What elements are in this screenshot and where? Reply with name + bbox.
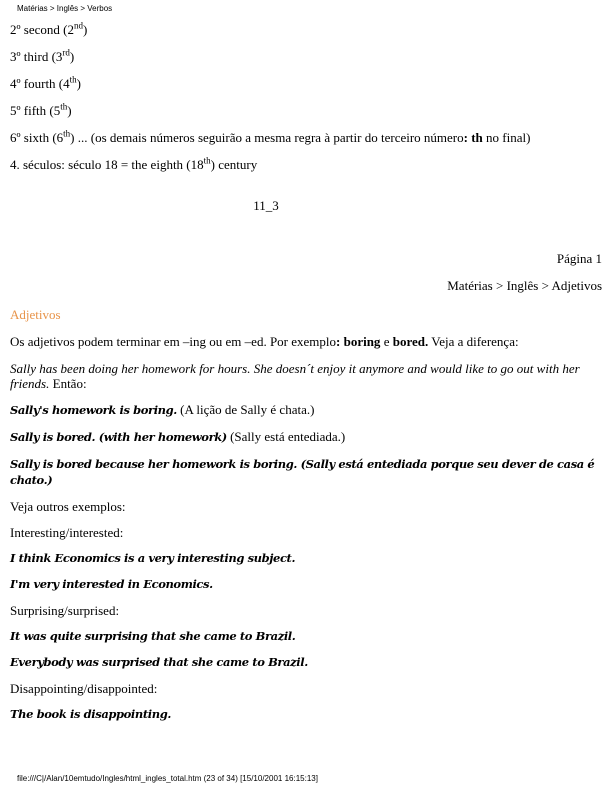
rule-note: no final)	[482, 130, 531, 145]
ordinal-line	[10, 49, 602, 64]
ordinal-text: 6º sixth (6	[10, 130, 64, 145]
centuries-line	[10, 157, 602, 172]
ordinal-text: 2º second (2	[10, 22, 74, 37]
ordinal-superscript: nd	[73, 20, 83, 31]
ordinal-superscript: rd	[62, 47, 70, 58]
example-sentence	[10, 456, 602, 488]
example-sentence	[10, 402, 602, 418]
breadcrumb: Matérias > Inglês > Verbos	[17, 4, 113, 13]
more-examples-label: Veja outros exemplos:	[10, 499, 126, 514]
ordinal-line	[10, 22, 602, 37]
example-script-text: Sally's homework is boring.	[10, 403, 177, 417]
intro-bold: bored.	[392, 334, 429, 349]
document-body	[10, 22, 602, 733]
centuries-superscript: th	[203, 155, 211, 166]
intro-bold: : boring	[336, 334, 381, 349]
centuries-text: ) century	[210, 157, 258, 172]
ordinal-line	[10, 76, 602, 91]
ordinal-text: )	[67, 103, 72, 118]
section-code: 11_3	[253, 198, 279, 213]
example-script-text: Sally is bored. (with her homework)	[10, 430, 227, 444]
centuries-text: 4. séculos: século 18 = the eighth (18	[10, 157, 204, 172]
example-sentence: I think Economics is a very interesting subject.	[10, 551, 296, 565]
ordinal-superscript: th	[69, 74, 77, 85]
example-translation: (A lição de Sally é chata.)	[176, 402, 315, 417]
ordinal-text: )	[82, 22, 88, 37]
section-heading: Adjetivos	[10, 307, 61, 322]
rule-note: ) ... (os demais números seguirão a mesma regra à partir do terceiro número	[70, 130, 464, 145]
ordinal-line	[10, 103, 602, 118]
print-footer: file:///C|/Alan/10emtudo/Ingles/html_ingles_total.htm (23 of 34) [15/10/2001 16:15:13]	[17, 774, 318, 783]
example-script-text: Sally is bored because her homework is boring. (Sally está entediada porque seu dever de casa é chato.)	[10, 457, 595, 487]
intro-text: Veja a diferença:	[428, 334, 519, 349]
intro-text: Os adjetivos podem terminar em –ing ou em –ed. Por exemplo	[10, 334, 337, 349]
pair-label: Surprising/surprised:	[10, 603, 120, 618]
sixth-ordinal-line	[10, 130, 602, 145]
example-sentence	[10, 429, 602, 445]
pair-label: Disappointing/disappointed:	[10, 681, 158, 696]
example-sentence: The book is disappointing.	[10, 707, 171, 721]
example-sentence: Everybody was surprised that she came to Brazil.	[10, 655, 308, 669]
ordinal-text: 4º fourth (4	[10, 76, 70, 91]
ordinal-text: )	[76, 76, 81, 91]
intro-paragraph	[10, 334, 602, 349]
ordinal-superscript: th	[60, 101, 68, 112]
example-sentence: I'm very interested in Economics.	[10, 577, 213, 591]
context-regular: Então:	[49, 376, 87, 391]
ordinal-text: )	[69, 49, 75, 64]
context-paragraph	[10, 361, 602, 391]
page-number: Página 1	[556, 251, 602, 266]
example-translation: (Sally está entediada.)	[226, 429, 346, 444]
ordinal-text: 5º fifth (5	[10, 103, 61, 118]
breadcrumb-right: Matérias > Inglês > Adjetivos	[447, 278, 602, 293]
ordinal-superscript: th	[63, 128, 71, 139]
pair-label: Interesting/interested:	[10, 525, 124, 540]
ordinal-text: 3º third (3	[10, 49, 63, 64]
rule-note-bold: : th	[463, 130, 483, 145]
intro-text: e	[380, 334, 393, 349]
context-italic: Sally has been doing her homework for hours. She doesn´t enjoy it anymore and would like to go out with her friends.	[10, 361, 580, 391]
example-sentence: It was quite surprising that she came to Brazil.	[10, 629, 296, 643]
